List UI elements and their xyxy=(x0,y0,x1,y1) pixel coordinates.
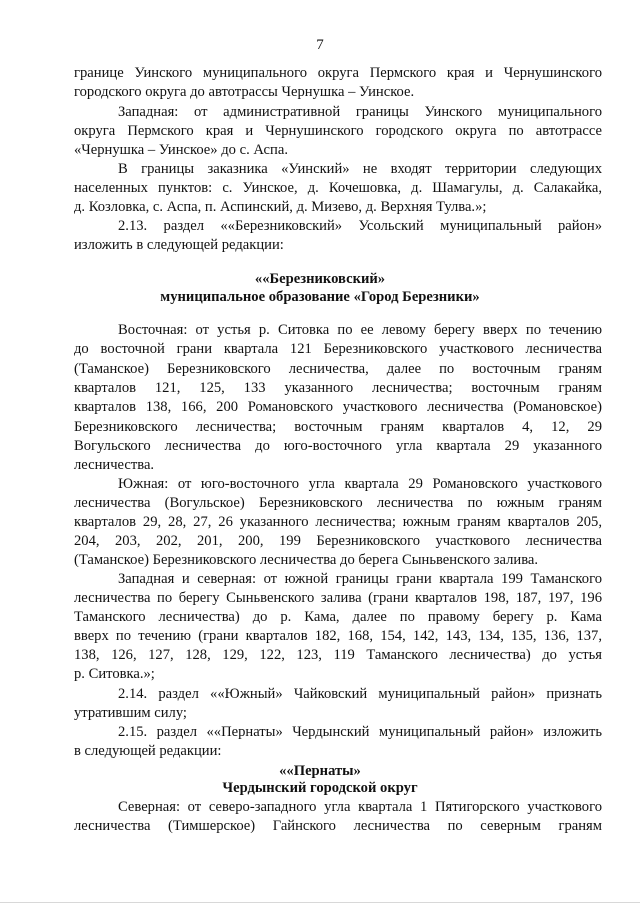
text-line: изложить в следующей редакции: xyxy=(74,237,284,253)
text-line: границе Уинского муниципального округа Пермского края и Чернушинского xyxy=(74,65,602,81)
text-line: кварталов 29, 28, 27, 26 указанного лесничества; южным граням кварталов 205, xyxy=(74,514,602,530)
section-heading: ««Пернаты» xyxy=(279,763,361,779)
text-line: 138, 126, 127, 128, 129, 122, 123, 119 Таманского лесничества) до устья xyxy=(74,647,602,663)
text-line: лесничества (Вогульское) Березниковского лесничества по южным граням xyxy=(74,495,602,511)
scan-edge-line xyxy=(0,902,640,903)
text-line: лесничества (Тимшерское) Гайнского лесничества по северным граням xyxy=(74,818,602,834)
text-line: В границы заказника «Уинский» не входят территории следующих xyxy=(118,161,602,177)
page-number: 7 xyxy=(316,37,324,53)
text-line: Западная: от административной границы Уинского муниципального xyxy=(118,104,602,120)
text-line: р. Ситовка.»; xyxy=(74,666,155,682)
text-line: в следующей редакции: xyxy=(74,743,222,759)
text-line: 2.14. раздел ««Южный» Чайковский муниципальный район» признать xyxy=(118,686,602,702)
text-line: 2.13. раздел ««Березниковский» Усольский муниципальный район» xyxy=(118,218,602,234)
text-line: лесничества по берегу Сыньвенского залива (грани кварталов 198, 187, 197, 196 xyxy=(74,590,602,606)
text-line: до восточной грани квартала 121 Березниковского участкового лесничества xyxy=(74,341,602,357)
text-line: 204, 203, 202, 201, 200, 199 Березниковского участкового лесничества xyxy=(74,533,602,549)
text-line: Таманского лесничества) до р. Кама, далее по правому берегу р. Кама xyxy=(74,609,602,625)
text-line: д. Козловка, с. Аспа, п. Аспинский, д. Мизево, д. Верхняя Тулва.»; xyxy=(74,199,487,215)
text-line: лесничества. xyxy=(74,457,155,473)
text-line: кварталов 121, 125, 133 указанного лесничества; восточным граням xyxy=(74,380,602,396)
text-line: Вогульского лесничества до юго-восточного угла квартала 29 указанного xyxy=(74,438,602,454)
text-line: утратившим силу; xyxy=(74,705,187,721)
text-line: Северная: от северо-западного угла квартала 1 Пятигорского участкового xyxy=(118,799,602,815)
text-line: Восточная: от устья р. Ситовка по ее левому берегу вверх по течению xyxy=(118,322,602,338)
text-line: кварталов 138, 166, 200 Романовского участкового лесничества (Романовское) xyxy=(74,399,602,415)
text-line: «Чернушка – Уинское» до с. Аспа. xyxy=(74,142,288,158)
text-line: городского округа до автотрассы Чернушка – Уинское. xyxy=(74,84,415,100)
text-line: 2.15. раздел ««Пернаты» Чердынский муниципальный район» изложить xyxy=(118,724,602,740)
text-line: (Таманское) Березниковского лесничества, далее по восточным граням xyxy=(74,361,602,377)
section-heading: ««Березниковский» xyxy=(254,271,386,287)
text-line: Западная и северная: от южной границы грани квартала 199 Таманского xyxy=(118,571,602,587)
text-line: населенных пунктов: с. Уинское, д. Кочешовка, д. Шамагулы, д. Салакайка, xyxy=(74,180,602,196)
text-line: вверх по течению (грани кварталов 182, 168, 154, 142, 143, 134, 135, 136, 137, xyxy=(74,628,602,644)
text-line: (Таманское) Березниковского лесничества до берега Сыньвенского залива. xyxy=(74,552,539,568)
text-line: округа Пермского края и Чернушинского городского округа по автотрассе xyxy=(74,123,602,139)
section-subheading: муниципальное образование «Город Березники» xyxy=(160,289,480,305)
text-line: Березниковского лесничества; восточным граням кварталов 4, 12, 29 xyxy=(74,419,602,435)
text-line: Южная: от юго-восточного угла квартала 29 Романовского участкового xyxy=(118,476,602,492)
section-subheading: Чердынский городской округ xyxy=(222,780,418,796)
